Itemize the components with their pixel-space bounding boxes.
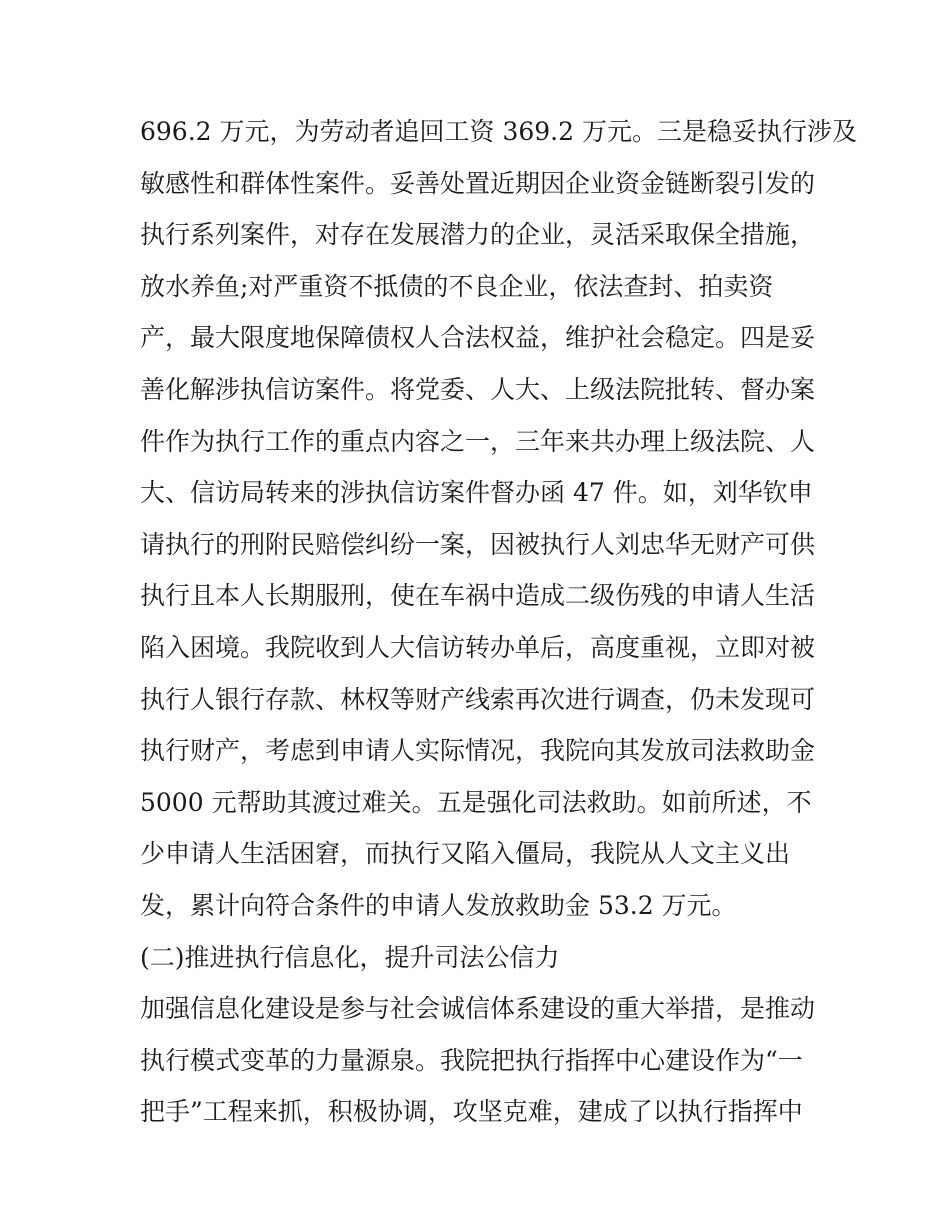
text-line: 请执行的刑附民赔偿纠纷一案，因被执行人刘忠华无财产可供 [140,529,816,559]
body-text [140,106,857,1138]
text-line: 把手”工程来抓，积极协调，攻坚克难，建成了以执行指挥中 [140,1097,803,1127]
text-line: 5000 元帮助其渡过难关。五是强化司法救助。如前所述，不 [140,787,812,817]
text-line: 加强信息化建设是参与社会诚信体系建设的重大举措，是推动 [140,994,816,1024]
text-line: 执行且本人长期服刑，使在车祸中造成二级伤残的申请人生活 [140,581,816,611]
text-line: 执行人银行存款、林权等财产线索再次进行调查，仍未发现可 [140,684,816,714]
text-line: 发，累计向符合条件的申请人发放救助金 53.2 万元。 [140,890,737,920]
text-line: 敏感性和群体性案件。妥善处置近期因企业资金链断裂引发的 [140,168,816,198]
text-line: 执行财产，考虑到申请人实际情况，我院向其发放司法救助金 [140,736,816,766]
text-line: 执行模式变革的力量源泉。我院把执行指挥中心建设作为“一 [140,1045,803,1075]
section-heading: (二)推进执行信息化，提升司法公信力 [140,942,560,972]
text-line: 放水养鱼;对严重资不抵债的不良企业，依法查封、拍卖资 [140,271,774,301]
text-line: 善化解涉执信访案件。将党委、人大、上级法院批转、督办案 [140,374,816,404]
text-line: 少申请人生活困窘，而执行又陷入僵局，我院从人文主义出 [140,839,791,869]
text-line: 件作为执行工作的重点内容之一，三年来共办理上级法院、人 [140,426,816,456]
text-line: 执行系列案件，对存在发展潜力的企业，灵活采取保全措施， [140,220,816,250]
text-line: 产，最大限度地保障债权人合法权益，维护社会稳定。四是妥 [140,323,816,353]
text-line: 陷入困境。我院收到人大信访转办单后，高度重视，立即对被 [140,632,816,662]
text-line: 大、信访局转来的涉执信访案件督办函 47 件。如，刘华钦申 [140,478,813,508]
text-line: 696.2 万元，为劳动者追回工资 369.2 万元。三是稳妥执行涉及 [140,117,857,146]
